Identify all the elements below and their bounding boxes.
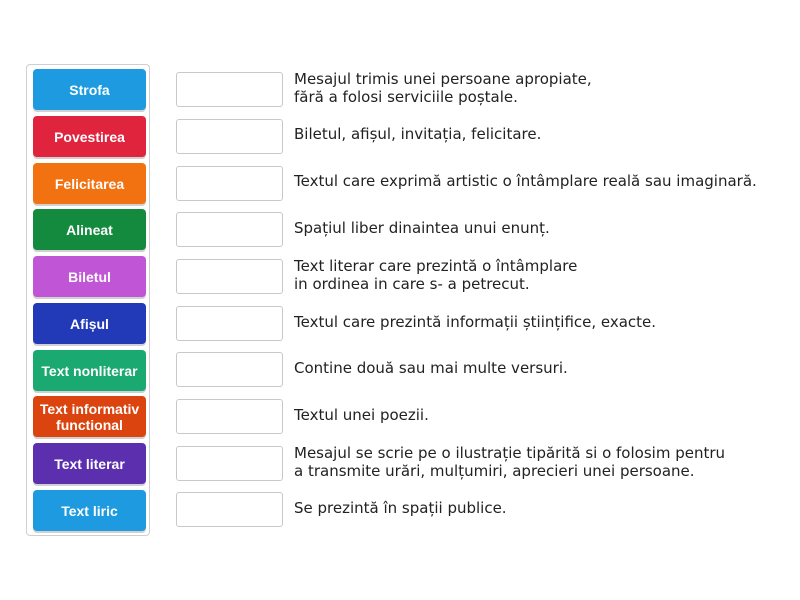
description-8 xyxy=(294,406,774,424)
description-line: a transmite urări, mulțumiri, aprecieri unei persoane. xyxy=(294,462,695,480)
drop-slot-4[interactable] xyxy=(176,212,283,247)
description-line: Se prezintă în spații publice. xyxy=(294,499,507,517)
tile-afisul[interactable]: Afișul xyxy=(33,303,146,344)
tile-alineat[interactable]: Alineat xyxy=(33,209,146,250)
drop-slot-5[interactable] xyxy=(176,259,283,294)
description-line: Mesajul trimis unei persoane apropiate, xyxy=(294,70,592,88)
description-5 xyxy=(294,257,774,293)
description-line: fără a folosi serviciile poștale. xyxy=(294,88,518,106)
tile-text-nonliterar[interactable]: Text nonliterar xyxy=(33,350,146,391)
description-line: Textul unei poezii. xyxy=(294,406,429,424)
description-line: Text literar care prezintă o întâmplare xyxy=(294,257,578,275)
tile-biletul[interactable]: Biletul xyxy=(33,256,146,297)
description-line: Biletul, afișul, invitația, felicitare. xyxy=(294,125,542,143)
description-7 xyxy=(294,359,774,377)
tile-felicitarea[interactable]: Felicitarea xyxy=(33,163,146,204)
drop-slot-2[interactable] xyxy=(176,119,283,154)
drop-slot-7[interactable] xyxy=(176,352,283,387)
drop-slot-1[interactable] xyxy=(176,72,283,107)
tile-text-liric[interactable]: Text liric xyxy=(33,490,146,531)
description-1 xyxy=(294,70,774,106)
drop-slot-8[interactable] xyxy=(176,399,283,434)
drop-slot-3[interactable] xyxy=(176,166,283,201)
drop-slot-9[interactable] xyxy=(176,446,283,481)
description-line: Spațiul liber dinaintea unui enunț. xyxy=(294,219,550,237)
description-6 xyxy=(294,313,774,331)
description-4 xyxy=(294,219,774,237)
tile-text-literar[interactable]: Text literar xyxy=(33,443,146,484)
tile-strofa[interactable]: Strofa xyxy=(33,69,146,110)
drop-slot-6[interactable] xyxy=(176,306,283,341)
tile-text-informativ-functional[interactable]: Text informativ functional xyxy=(33,396,146,437)
tile-bank xyxy=(26,64,150,536)
description-line: Textul care exprimă artistic o întâmplare reală sau imaginară. xyxy=(294,172,757,190)
description-line: in ordinea in care s- a petrecut. xyxy=(294,275,530,293)
description-line: Textul care prezintă informații științifice, exacte. xyxy=(294,313,657,331)
description-9 xyxy=(294,444,774,480)
description-10 xyxy=(294,499,774,517)
description-2 xyxy=(294,125,774,143)
description-line: Mesajul se scrie pe o ilustrație tipărită si o folosim pentru xyxy=(294,444,726,462)
description-line: Contine două sau mai multe versuri. xyxy=(294,359,568,377)
drop-slot-10[interactable] xyxy=(176,492,283,527)
tile-povestirea[interactable]: Povestirea xyxy=(33,116,146,157)
description-3 xyxy=(294,172,774,190)
